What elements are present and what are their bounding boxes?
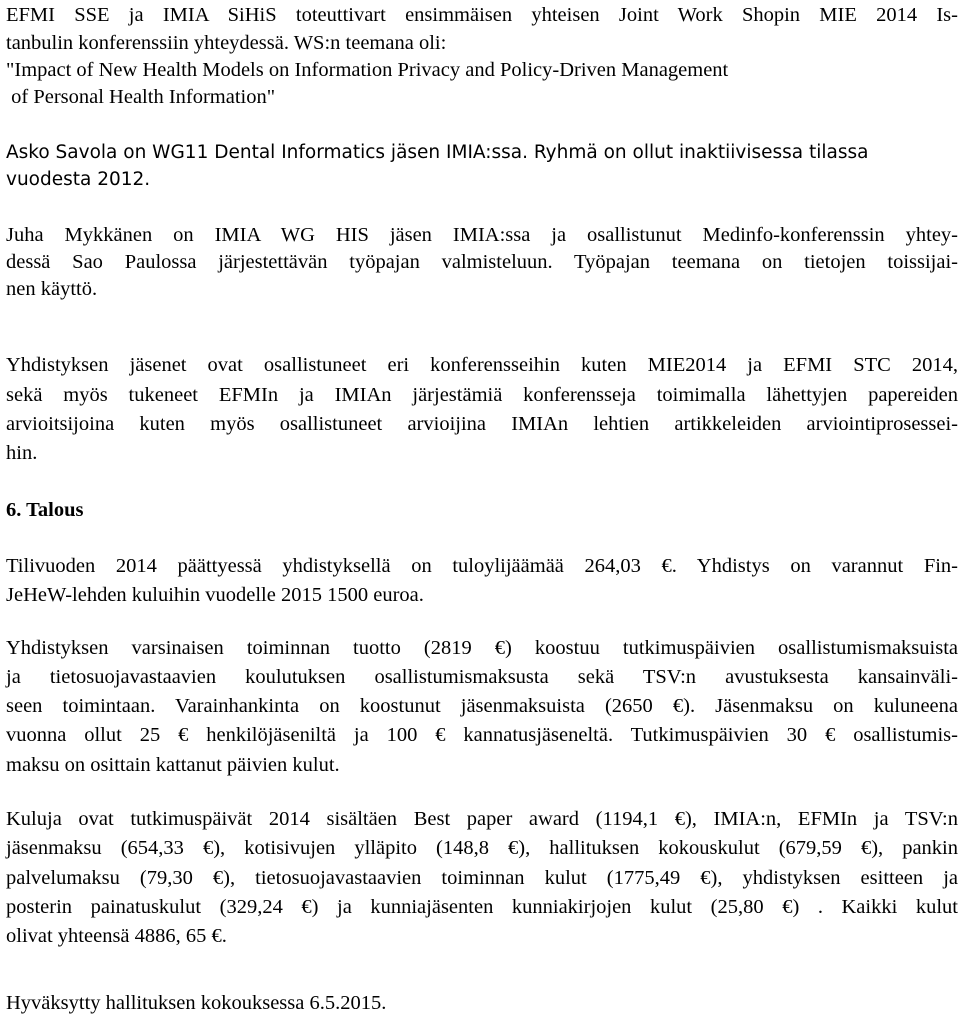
- text-line: maksu on osittain kattanut päivien kulut.: [6, 754, 340, 776]
- text-line: dessä Sao Paulossa järjestettävän työpajan valmisteluun. Työpajan teemana on tietojen toissijai-: [6, 251, 958, 273]
- text-line: vuonna ollut 25 € henkilöjäseniltä ja 100 € kannatusjäseneltä. Tutkimuspäivien 30 € osallistumis-: [6, 724, 958, 746]
- text-line: palvelumaksu (79,30 €), tietosuojavastaavien toiminnan kulut (1775,49 €), yhdistyksen esitteen ja: [6, 867, 958, 889]
- text-line: Asko Savola on WG11 Dental Informatics jäsen IMIA:ssa. Ryhmä on ollut inaktiivisessa tilassa: [6, 142, 869, 163]
- text-line: JeHeW-lehden kuluihin vuodelle 2015 1500 euroa.: [6, 584, 424, 606]
- text-line: "Impact of New Health Models on Information Privacy and Policy-Driven Management: [6, 59, 729, 81]
- text-line: Hyväksytty hallituksen kokouksessa 6.5.2015.: [6, 992, 387, 1014]
- text-line: Juha Mykkänen on IMIA WG HIS jäsen IMIA:ssa ja osallistunut Medinfo-konferenssin yhtey-: [6, 224, 958, 246]
- text-line: sekä myös tukeneet EFMIn ja IMIAn järjestämiä konferensseja toimimalla lähettyjen papereiden: [6, 384, 958, 406]
- text-line: seen toimintaan. Varainhankinta on koostunut jäsenmaksuista (2650 €). Jäsenmaksu on kuluneena: [6, 695, 958, 717]
- text-line: Kuluja ovat tutkimuspäivät 2014 sisältäen Best paper award (1194,1 €), IMIA:n, EFMIn ja TSV:n: [6, 808, 958, 830]
- text-line: hin.: [6, 442, 38, 464]
- text-line: EFMI SSE ja IMIA SiHiS toteuttivart ensimmäisen yhteisen Joint Work Shopin MIE 2014 Is-: [6, 4, 958, 26]
- text-line: ja tietosuojavastaavien koulutuksen osallistumismaksusta sekä TSV:n avustuksesta kansainväli-: [6, 666, 958, 688]
- text-line: tanbulin konferenssiin yhteydessä. WS:n teemana oli:: [6, 32, 447, 54]
- text-line: jäsenmaksu (654,33 €), kotisivujen ylläpito (148,8 €), hallituksen kokouskulut (679,59 €), pankin: [6, 837, 958, 859]
- text-line: arvioitsijoina kuten myös osallistuneet arvioijina IMIAn lehtien artikkeleiden arviointiprosessei-: [6, 413, 958, 435]
- text-line: of Personal Health Information": [6, 86, 276, 108]
- section-heading: 6. Talous: [6, 499, 84, 521]
- text-line: nen käyttö.: [6, 278, 98, 300]
- text-line: olivat yhteensä 4886, 65 €.: [6, 925, 227, 947]
- text-line: posterin painatuskulut (329,24 €) ja kunniajäsenten kunniakirjojen kulut (25,80 €) . Kaikki kulut: [6, 896, 958, 918]
- text-line: vuodesta 2012.: [6, 169, 151, 190]
- text-line: Tilivuoden 2014 päättyessä yhdistyksellä on tuloylijäämää 264,03 €. Yhdistys on varannut Fin-: [6, 555, 958, 577]
- text-line: Yhdistyksen varsinaisen toiminnan tuotto (2819 €) koostuu tutkimuspäivien osallistumismaksuista: [6, 637, 958, 659]
- text-line: Yhdistyksen jäsenet ovat osallistuneet eri konferensseihin kuten MIE2014 ja EFMI STC 2014,: [6, 354, 958, 376]
